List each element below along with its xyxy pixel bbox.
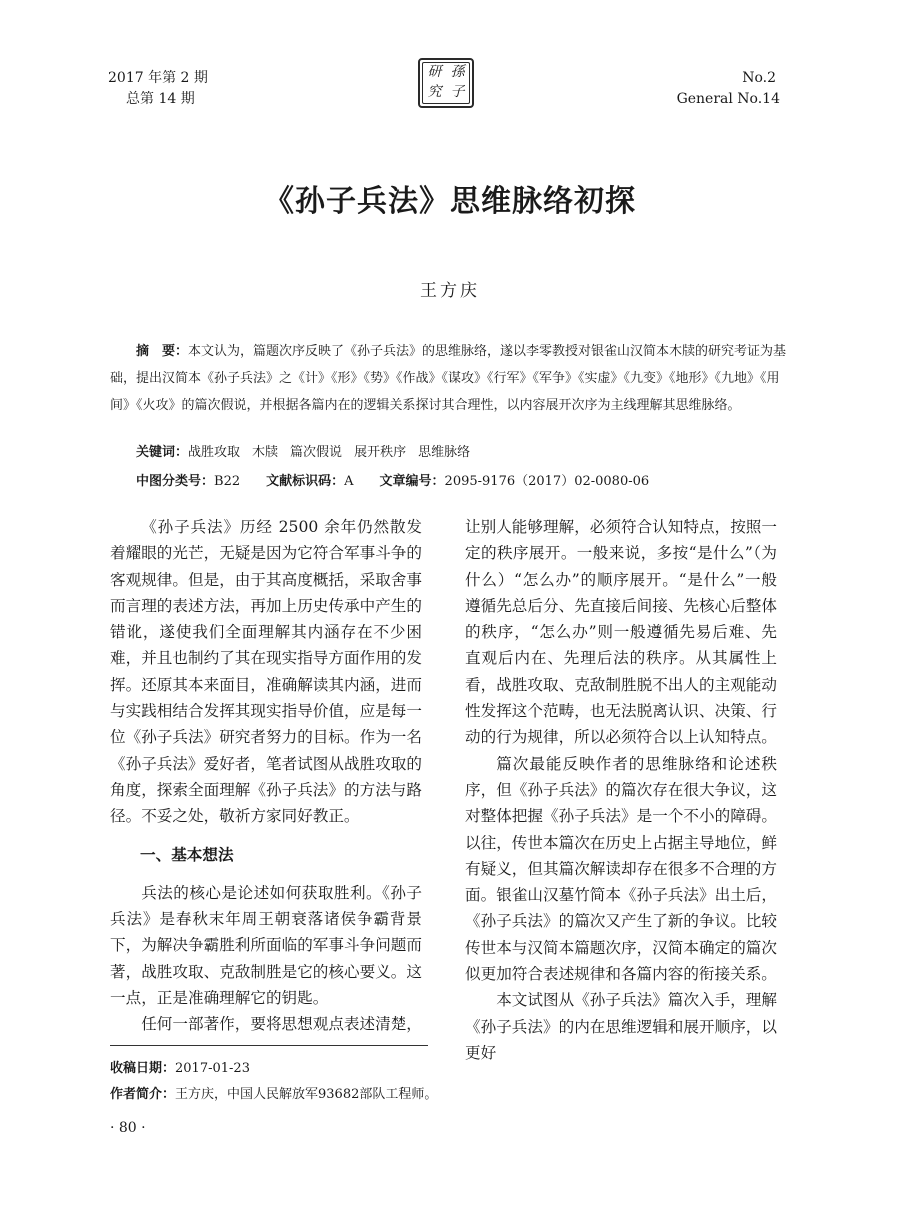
body-paragraph: 篇次最能反映作者的思维脉络和论述秩序，但《孙子兵法》的篇次存在很大争议，这对整体把握《孙子兵法》是一个不小的障碍。以往，传世本篇次在历史上占据主导地位，鲜有疑义，但其篇次解读却存在很多不合理的方面。银雀山汉墓竹简本《孙子兵法》出土后，《孙子兵法》的篇次又产生了新的争议。比较传世本与汉简本篇题次序，汉简本确定的篇次似更加符合表述规律和各篇内容的衔接关系。 <box>465 754 777 984</box>
article-no-value: 2095-9176（2017）02-0080-06 <box>444 474 650 489</box>
section-heading: 一、基本想法 <box>140 845 234 864</box>
abstract-text: 本文认为，篇题次序反映了《孙子兵法》的思维脉络，遂以李零教授对银雀山汉简本木牍的研究考证为基础，提出汉简本《孙子兵法》之《计》《形》《势》《作战》《谋攻》《行军》《军争》《实虚》《九变》《地形》《九地》《用间》《火攻》的篇次假说，并根据各篇内在的逻辑关系探讨其合理性，以内容展开次序为主线理解其思维脉络。 <box>110 344 787 413</box>
keywords-label: 关键词： <box>136 445 189 460</box>
author-bio-value: 王方庆，中国人民解放军93682部队工程师。 <box>175 1087 438 1102</box>
keyword: 篇次假说 <box>290 445 343 460</box>
body-paragraph: 本文试图从《孙子兵法》篇次入手，理解《孙子兵法》的内在思维逻辑和展开顺序，以更好 <box>465 991 777 1062</box>
body-column-left <box>110 514 422 1038</box>
body-paragraph: 兵法的核心是论述如何获取胜利。《孙子兵法》是春秋末年周王朝衰落诸侯争霸背景下，为解决争霸胜利所面临的军事斗争问题而著，战胜攻取、克敌制胜是它的核心要义。这一点，正是准确理解它的钥匙。 <box>110 883 422 1008</box>
logo-char: 研 <box>427 64 442 80</box>
author-bio-label: 作者简介： <box>110 1087 176 1102</box>
footnote-divider <box>110 1045 428 1046</box>
doc-code-value: A <box>344 474 354 489</box>
body-paragraph-continued: 让别人能够理解，必须符合认知特点，按照一定的秩序展开。一般来说，多按“是什么”（为什么）“怎么办”的顺序展开。“是什么”一般遵循先总后分、先直接后间接、先核心后整体的秩序，“怎么办”则一般遵循先易后难、先直观后内在、先理后法的秩序。从其属性上看，战胜攻取、克敌制胜脱不出人的主观能动性发挥这个范畴，也无法脱离认识、决策、行动的行为规律，所以必须符合以上认知特点。 <box>465 518 777 747</box>
clc-value: B22 <box>214 474 241 489</box>
logo-char: 子 <box>450 84 465 100</box>
logo-seal <box>422 62 470 104</box>
page-number: · 80 · <box>110 1120 146 1136</box>
logo-char: 孫 <box>450 64 465 80</box>
keywords <box>136 443 482 463</box>
issue-total: 总第 14 期 <box>126 91 195 107</box>
journal-logo <box>418 58 474 108</box>
logo-char: 究 <box>427 84 442 100</box>
article-no-label: 文章编号： <box>379 474 445 489</box>
issue-info <box>108 68 208 110</box>
article-title: 《孙子兵法》思维脉络初探 <box>264 184 636 219</box>
issue-general-no: General No.14 <box>676 91 780 107</box>
body-column-right <box>465 514 777 1066</box>
issue-no: No.2 <box>742 70 776 86</box>
keyword: 思维脉络 <box>418 445 471 460</box>
body-paragraph: 《孙子兵法》历经 2500 余年仍然散发着耀眼的光芒，无疑是因为它符合军事斗争的客观规律。但是，由于其高度概括，采取舍事而言理的表述方法，再加上历史传承中产生的错讹，遂使我们全面理解其内涵存在不少困难，并且也制约了其在现实指导方面作用的发挥。还原其本来面目，准确解读其内涵，进而与实践相结合发挥其现实指导价值，应是每一位《孙子兵法》研究者努力的目标。作为一名《孙子兵法》爱好者，笔者试图从战胜攻取的角度，探索全面理解《孙子兵法》的方法与路径。不妥之处，敬祈方家同好教正。 <box>110 518 422 826</box>
keyword: 战胜攻取 <box>188 445 241 460</box>
abstract-label: 摘 要： <box>136 344 189 359</box>
received-label: 收稿日期： <box>110 1061 176 1076</box>
abstract <box>110 338 790 419</box>
received-date <box>110 1059 250 1079</box>
article-author: 王方庆 <box>420 281 480 301</box>
issue-info-en <box>677 68 780 110</box>
doc-code-label: 文献标识码： <box>266 474 345 489</box>
keyword: 展开秩序 <box>354 445 407 460</box>
body-paragraph: 任何一部著作，要将思想观点表述清楚， <box>141 1015 422 1034</box>
received-value: 2017-01-23 <box>175 1061 250 1076</box>
clc-label: 中图分类号： <box>136 474 215 489</box>
keyword: 木牍 <box>252 445 279 460</box>
author-bio <box>110 1085 437 1105</box>
classification-line <box>136 472 649 492</box>
issue-year: 2017 年第 2 期 <box>108 70 208 86</box>
